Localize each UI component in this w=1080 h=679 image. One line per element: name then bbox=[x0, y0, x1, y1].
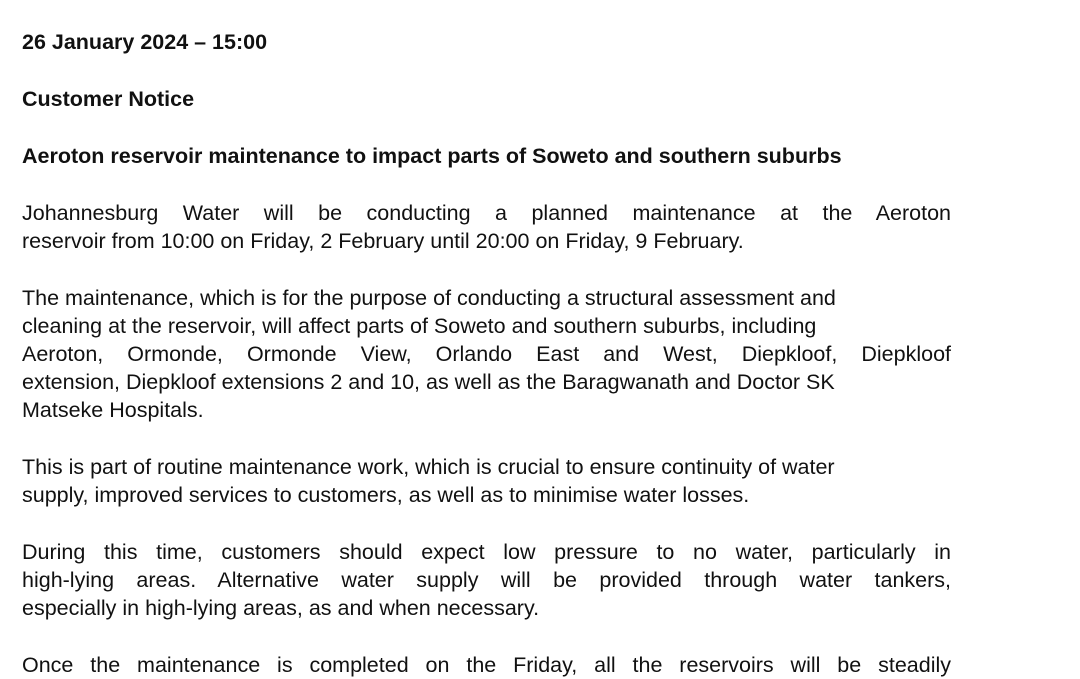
notice-type-heading: Customer Notice bbox=[22, 87, 195, 111]
paragraph-1-line-1: Johannesburg Water will be conducting a planned maintenance at the Aeroton bbox=[22, 201, 951, 225]
paragraph-2-line-5: Matseke Hospitals. bbox=[22, 398, 204, 422]
dateline: 26 January 2024 – 15:00 bbox=[22, 30, 268, 54]
paragraph-3-line-1: This is part of routine maintenance work, which is crucial to ensure continuity of water bbox=[22, 455, 835, 479]
paragraph-4-line-2: high-lying areas. Alternative water supply will be provided through water tankers, bbox=[22, 568, 951, 592]
paragraph-2-line-3: Aeroton, Ormonde, Ormonde View, Orlando East and West, Diepkloof, Diepkloof bbox=[22, 342, 951, 366]
headline: Aeroton reservoir maintenance to impact parts of Soweto and southern suburbs bbox=[22, 144, 842, 168]
paragraph-4-line-1: During this time, customers should expect low pressure to no water, particularly in bbox=[22, 540, 951, 564]
paragraph-2-line-4: extension, Diepkloof extensions 2 and 10, as well as the Baragwanath and Doctor SK bbox=[22, 370, 835, 394]
paragraph-5-line-1: Once the maintenance is completed on the Friday, all the reservoirs will be steadily bbox=[22, 653, 951, 677]
paragraph-2-line-1: The maintenance, which is for the purpose of conducting a structural assessment and bbox=[22, 286, 836, 310]
paragraph-1-line-2: reservoir from 10:00 on Friday, 2 February until 20:00 on Friday, 9 February. bbox=[22, 229, 744, 253]
paragraph-2-line-2: cleaning at the reservoir, will affect parts of Soweto and southern suburbs, including bbox=[22, 314, 817, 338]
paragraph-3-line-2: supply, improved services to customers, as well as to minimise water losses. bbox=[22, 483, 750, 507]
paragraph-4-line-3: especially in high-lying areas, as and when necessary. bbox=[22, 596, 540, 620]
